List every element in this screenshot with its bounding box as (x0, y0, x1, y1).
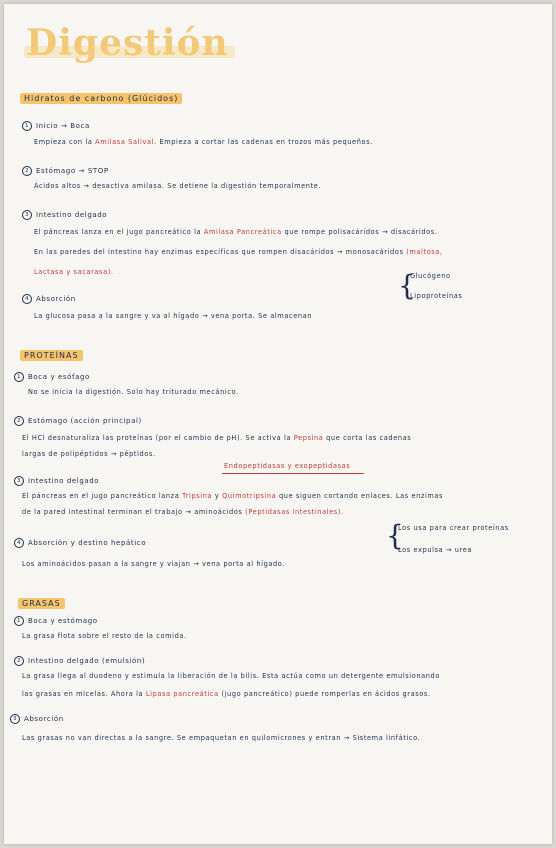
proteins-step-2-text-2: largas de polipéptidos → péptidos. (22, 450, 156, 458)
fats-step-1-title (14, 616, 98, 626)
proteins-step-4-title (14, 538, 146, 548)
proteins-step-1-text: No se inicia la digestión. Solo hay triturado mecánico. (28, 388, 239, 396)
enzyme-name: Amilasa Pancreática (203, 228, 282, 236)
brace-symbol: { (398, 269, 416, 302)
enzyme-name: Lipasa pancreática (145, 690, 219, 698)
carbs-step-3-text-3: Lactasa y sacarasa). (34, 268, 114, 276)
step-number: 3 (22, 210, 32, 220)
carbs-step-3-text-1 (34, 228, 438, 236)
section-heading-carbs: Hidratos de carbono (Glúcidos) (20, 93, 182, 104)
step-title-text: Estómago (acción principal) (28, 417, 142, 425)
fats-step-3-title (10, 714, 64, 724)
step-number: 3 (14, 476, 24, 486)
fats-step-2-text-1: La grasa llega al duodeno y estimula la liberación de la bilis. Esta actúa como un detergente emulsionando (22, 672, 440, 680)
brace-symbol: { (386, 519, 404, 552)
step-number: 2 (22, 166, 32, 176)
step-number: 1 (14, 616, 24, 626)
step-title-text: Absorción y destino hepático (28, 539, 147, 547)
proteins-step-2-title (14, 416, 142, 426)
carbs-branch-2: Lipoproteínas (410, 292, 463, 300)
proteins-step-1-title (14, 372, 90, 382)
step-number: 1 (14, 372, 24, 382)
step-title-text: Inicio → Boca (36, 122, 90, 130)
carbs-step-3-text-2 (34, 248, 443, 256)
step-title-text: Intestino delgado (36, 211, 108, 219)
enzyme-name: Tripsina (182, 492, 213, 500)
step-number: 2 (14, 656, 24, 666)
enzyme-name: (Peptidasas intestinales). (245, 508, 344, 516)
step-number: 4 (22, 294, 32, 304)
carbs-step-4-title (22, 294, 76, 304)
text-span: las grasas en micelas. Ahora la (22, 690, 146, 698)
enzyme-name: Amilasa Salival (95, 138, 155, 146)
carbs-step-1-title (22, 121, 90, 131)
enzyme-name: (maltosa, (406, 248, 443, 256)
text-span: y (212, 492, 223, 500)
text-span: El páncreas en el jugo pancreático lanza (22, 492, 183, 500)
carbs-step-4-text: La glucosa pasa a la sangre y va al hígado → vena porta. Se almacenan (34, 312, 313, 320)
step-title-text: Intestino delgado (28, 477, 100, 485)
text-span: de la pared intestinal terminan el trabajo → aminoácidos (22, 508, 246, 516)
step-title-text: Absorción (24, 715, 64, 723)
proteins-step-2-text-1 (22, 434, 411, 442)
text-span: El HCl desnaturaliza las proteínas (por el cambio de pH). Se activa la (22, 434, 294, 442)
text-span: El páncreas lanza en el jugo pancreático la (34, 228, 204, 236)
step-number: 2 (14, 416, 24, 426)
text-span: que corta las cadenas (323, 434, 412, 442)
fats-step-1-text: La grasa flota sobre el resto de la comida. (22, 632, 187, 640)
step-title-text: Estómago → STOP (36, 167, 109, 175)
enzyme-name: Pepsina (293, 434, 324, 442)
text-span: que siguen cortando enlaces. Las enzimas (276, 492, 444, 500)
text-span: Empieza con la (34, 138, 96, 146)
fats-step-2-text-2 (22, 690, 431, 698)
proteins-branch-1: Los usa para crear proteínas (398, 524, 509, 532)
proteins-step-4-text: Los aminoácidos pasan a la sangre y viajan → vena porta al hígado. (22, 560, 285, 568)
step-title-text: Absorción (36, 295, 76, 303)
fats-step-3-text: Las grasas no van directas a la sangre. Se empaquetan en quilomicrones y entran → Sistema linfático. (22, 734, 421, 742)
step-title-text: Intestino delgado (emulsión) (28, 657, 146, 665)
red-underline (222, 473, 364, 474)
carbs-step-2-title (22, 166, 109, 176)
proteins-branch-2: Los expulsa → urea (398, 546, 472, 554)
step-title-text: Boca y estómago (28, 617, 98, 625)
proteins-enzyme-group-label: Endopeptidasas y exopeptidasas (224, 462, 351, 470)
step-number: 3 (10, 714, 20, 724)
step-title-text: Boca y esófago (28, 373, 90, 381)
carbs-branch-1: Glucógeno (410, 272, 451, 280)
step-number: 1 (22, 121, 32, 131)
carbs-step-1-text (34, 138, 373, 146)
carbs-step-2-text: Ácidos altos → desactiva amilasa. Se detiene la digestión temporalmente. (34, 182, 322, 190)
enzyme-name: Quimotripsina (222, 492, 277, 500)
proteins-step-3-text-2 (22, 508, 344, 516)
fats-step-2-title (14, 656, 145, 666)
page-title: Digestión (26, 22, 229, 64)
step-number: 4 (14, 538, 24, 548)
carbs-step-3-title (22, 210, 107, 220)
text-span: que rompe polisacáridos → disacáridos. (281, 228, 438, 236)
proteins-step-3-text-1 (22, 492, 443, 500)
proteins-step-3-title (14, 476, 99, 486)
text-span: (jugo pancreático) puede romperlas en ácidos grasos. (218, 690, 431, 698)
text-span: En las paredes del intestino hay enzimas específicas que rompen disacáridos → monosacáridos (34, 248, 407, 256)
text-span: . Empieza a cortar las cadenas en trozos más pequeños. (154, 138, 373, 146)
section-heading-proteins: PROTEÍNAS (20, 350, 83, 361)
section-heading-fats: GRASAS (18, 598, 65, 609)
